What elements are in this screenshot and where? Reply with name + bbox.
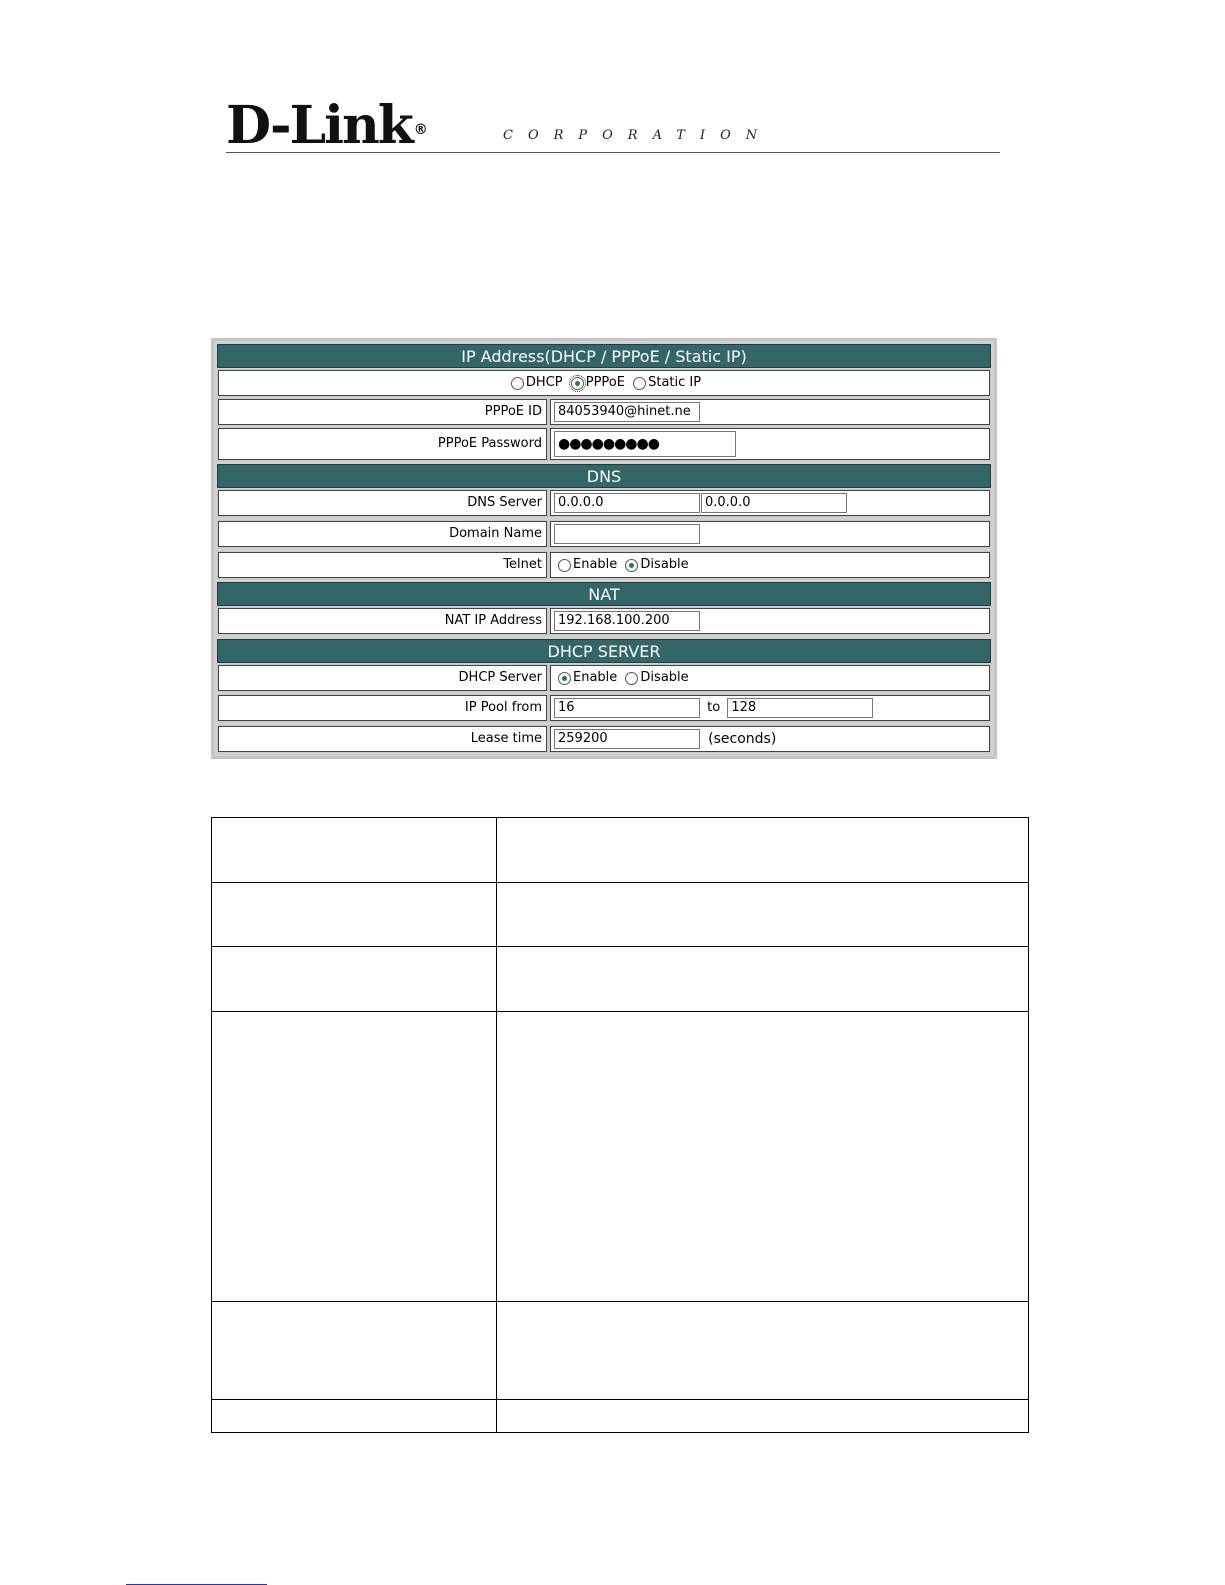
description-table — [211, 817, 1029, 1433]
pppoe-radio[interactable] — [571, 377, 584, 390]
nat-ip-row — [217, 607, 991, 635]
pppoe-id-cell — [550, 399, 990, 425]
dns-secondary-input[interactable]: 0.0.0.0 — [701, 493, 847, 513]
dns-primary-input[interactable]: 0.0.0.0 — [554, 493, 700, 513]
table-row — [212, 1302, 1029, 1400]
domain-name-cell — [550, 521, 990, 547]
table-cell — [212, 1012, 497, 1302]
pppoe-password-row — [217, 427, 991, 461]
ip-pool-cell — [550, 695, 990, 721]
lease-time-input[interactable]: 259200 — [554, 729, 700, 749]
domain-name-label: Domain Name — [218, 521, 547, 547]
nat-section-header: NAT — [217, 582, 991, 606]
telnet-label: Telnet — [218, 552, 547, 578]
dhcp-server-section-header: DHCP SERVER — [217, 639, 991, 663]
table-cell — [497, 1302, 1029, 1400]
table-row — [212, 947, 1029, 1012]
table-cell — [497, 1012, 1029, 1302]
lease-time-label: Lease time — [218, 726, 547, 752]
dhcp-disable-radio[interactable] — [625, 672, 638, 685]
mode-row — [217, 369, 991, 397]
dlink-logo: D-Link ® — [226, 95, 426, 156]
ip-pool-label: IP Pool from — [218, 695, 547, 721]
lease-time-unit: (seconds) — [708, 731, 777, 747]
config-panel — [211, 338, 997, 759]
corporation-tagline: CORPORATION — [503, 128, 773, 143]
table-cell — [212, 818, 497, 883]
pppoe-id-input[interactable]: 84053940@hinet.ne — [554, 402, 700, 422]
table-row — [212, 883, 1029, 947]
dhcp-enable-label: Enable — [573, 670, 618, 685]
table-cell — [212, 1302, 497, 1400]
lease-time-cell — [550, 726, 990, 752]
telnet-disable-radio[interactable] — [625, 559, 638, 572]
ip-pool-from-input[interactable]: 16 — [554, 698, 700, 718]
nat-ip-label: NAT IP Address — [218, 608, 547, 634]
telnet-row — [217, 551, 991, 579]
pppoe-password-input[interactable]: ●●●●●●●●● — [554, 431, 736, 457]
domain-name-input[interactable] — [554, 524, 700, 544]
header-divider — [226, 152, 1000, 153]
dhcp-disable-label: Disable — [640, 670, 689, 685]
table-cell — [497, 947, 1029, 1012]
mode-options — [218, 370, 990, 396]
dhcp-enable-radio[interactable] — [558, 672, 571, 685]
table-cell — [212, 947, 497, 1012]
dns-server-cell — [550, 490, 990, 516]
static-ip-radio-label: Static IP — [648, 375, 702, 390]
nat-ip-input[interactable]: 192.168.100.200 — [554, 611, 700, 631]
pppoe-id-label: PPPoE ID — [218, 399, 547, 425]
table-cell — [497, 883, 1029, 947]
ip-address-section-header: IP Address(DHCP / PPPoE / Static IP) — [217, 344, 991, 368]
telnet-disable-label: Disable — [640, 557, 689, 572]
telnet-enable-label: Enable — [573, 557, 618, 572]
lease-time-row — [217, 725, 991, 753]
pppoe-password-label: PPPoE Password — [218, 428, 547, 460]
dhcp-radio-label: DHCP — [525, 375, 563, 390]
nat-ip-cell — [550, 608, 990, 634]
dhcp-radio[interactable] — [511, 377, 524, 390]
pppoe-id-row — [217, 398, 991, 426]
pppoe-password-cell — [550, 428, 990, 460]
ip-pool-to-input[interactable]: 128 — [727, 698, 873, 718]
table-cell — [212, 883, 497, 947]
table-row — [212, 1400, 1029, 1433]
static-ip-radio[interactable] — [633, 377, 646, 390]
table-cell — [212, 1400, 497, 1433]
dhcp-server-options — [550, 665, 990, 691]
table-row — [212, 818, 1029, 883]
table-row — [212, 1012, 1029, 1302]
ip-pool-to-label: to — [707, 700, 721, 715]
pppoe-radio-label: PPPoE — [585, 375, 625, 390]
ip-pool-row — [217, 694, 991, 722]
table-cell — [497, 1400, 1029, 1433]
telnet-enable-radio[interactable] — [558, 559, 571, 572]
dns-server-label: DNS Server — [218, 490, 547, 516]
table-cell — [497, 818, 1029, 883]
telnet-options — [550, 552, 990, 578]
dns-section-header: DNS — [217, 464, 991, 488]
registered-mark: ® — [413, 122, 426, 138]
dhcp-server-row — [217, 664, 991, 692]
dhcp-server-label: DHCP Server — [218, 665, 547, 691]
domain-name-row — [217, 520, 991, 548]
dns-server-row — [217, 489, 991, 517]
